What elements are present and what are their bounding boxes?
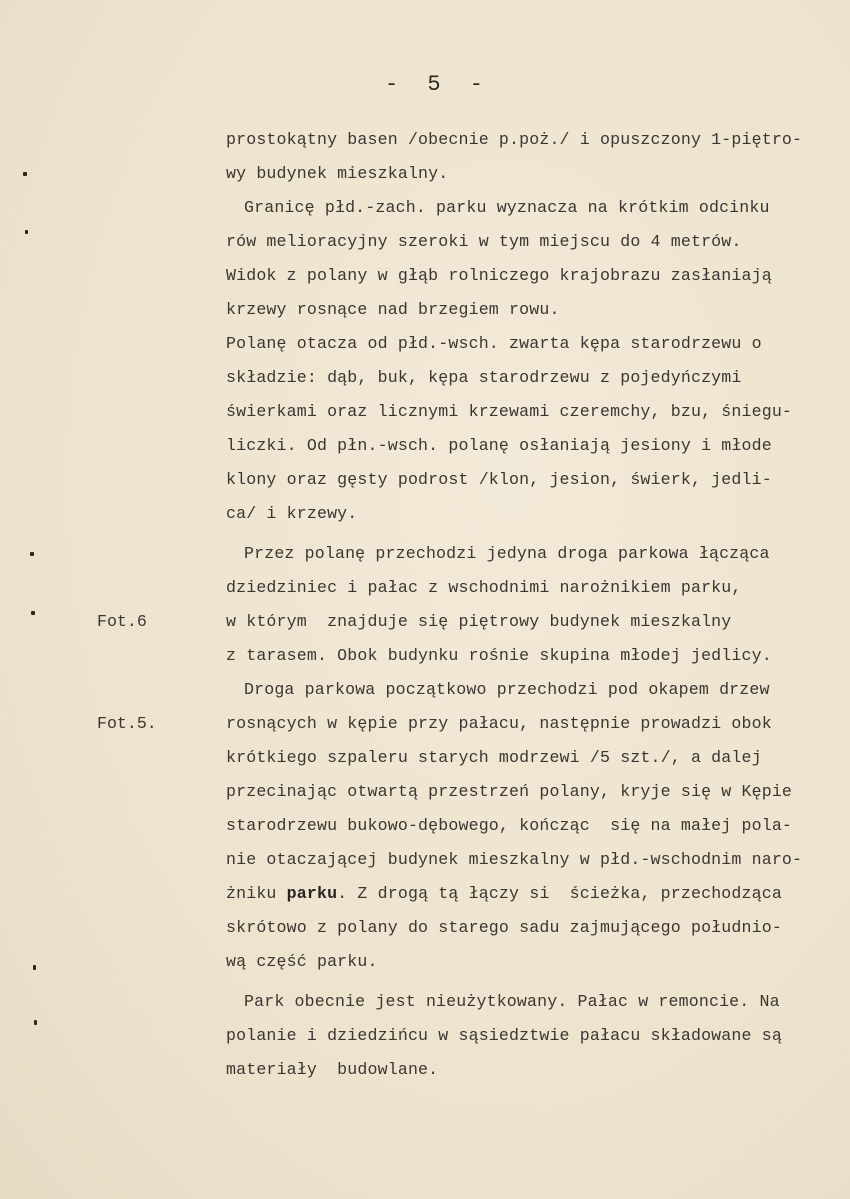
text-segment: żniku [226, 884, 287, 903]
margin-note-fot6: Fot.6 [97, 612, 147, 631]
overtyped-word: parku [286, 884, 338, 903]
text-line: świerkami oraz licznymi krzewami czeremchy, bzu, śniegu- [226, 402, 793, 421]
binding-hole-mark [25, 230, 28, 234]
paragraph-start: Granicę płd.-zach. parku wyznacza na krótkim odcinku [244, 198, 770, 217]
text-line: polanie i dziedzińcu w sąsiedztwie pałacu składowane są [226, 1026, 782, 1045]
text-line: krzewy rosnące nad brzegiem rowu. [226, 300, 560, 319]
text-line: z tarasem. Obok budynku rośnie skupina młodej jedlicy. [226, 646, 772, 665]
text-line: dziedziniec i pałac z wschodnimi narożnikiem parku, [226, 578, 742, 597]
text-line: przecinając otwartą przestrzeń polany, kryje się w Kępie [226, 782, 793, 801]
paragraph-start: Droga parkowa początkowo przechodzi pod okapem drzew [244, 680, 770, 699]
text-line: nie otaczającej budynek mieszkalny w płd.-wschodnim naro- [226, 850, 803, 869]
binding-hole-mark [30, 552, 34, 556]
text-line: Widok z polany w głąb rolniczego krajobrazu zasłaniają [226, 266, 772, 285]
text-line [226, 884, 782, 903]
paragraph-start: Park obecnie jest nieużytkowany. Pałac w remoncie. Na [244, 992, 780, 1011]
text-line: liczki. Od płn.-wsch. polanę osłaniają jesiony i młode [226, 436, 772, 455]
text-line: rosnących w kępie przy pałacu, następnie prowadzi obok [226, 714, 772, 733]
binding-hole-mark [34, 1020, 37, 1025]
margin-note-fot5: Fot.5. [97, 714, 157, 733]
text-line: krótkiego szpaleru starych modrzewi /5 szt./, a dalej [226, 748, 762, 767]
text-segment: . Z drogą tą łączy si ścieżka, przechodząca [337, 884, 782, 903]
binding-hole-mark [33, 965, 36, 970]
text-line: skrótowo z polany do starego sadu zajmującego południo- [226, 918, 782, 937]
text-line: starodrzewu bukowo-dębowego, kończąc się na małej pola- [226, 816, 793, 835]
text-line: rów melioracyjny szeroki w tym miejscu do 4 metrów. [226, 232, 742, 251]
text-line: klony oraz gęsty podrost /klon, jesion, świerk, jedli- [226, 470, 772, 489]
text-line: ca/ i krzewy. [226, 504, 358, 523]
text-line: wy budynek mieszkalny. [226, 164, 449, 183]
binding-hole-mark [23, 172, 27, 176]
page-number: - 5 - [385, 72, 492, 97]
text-line: wą część parku. [226, 952, 378, 971]
text-line: w którym znajduje się piętrowy budynek mieszkalny [226, 612, 732, 631]
paragraph-start: Polanę otacza od płd.-wsch. zwarta kępa starodrzewu o [226, 334, 762, 353]
text-line: składzie: dąb, buk, kępa starodrzewu z pojedyńczymi [226, 368, 742, 387]
paragraph-start: Przez polanę przechodzi jedyna droga parkowa łącząca [244, 544, 770, 563]
text-line: materiały budowlane. [226, 1060, 439, 1079]
binding-hole-mark [31, 611, 35, 615]
text-line: prostokątny basen /obecnie p.poż./ i opuszczony 1-piętro- [226, 130, 803, 149]
